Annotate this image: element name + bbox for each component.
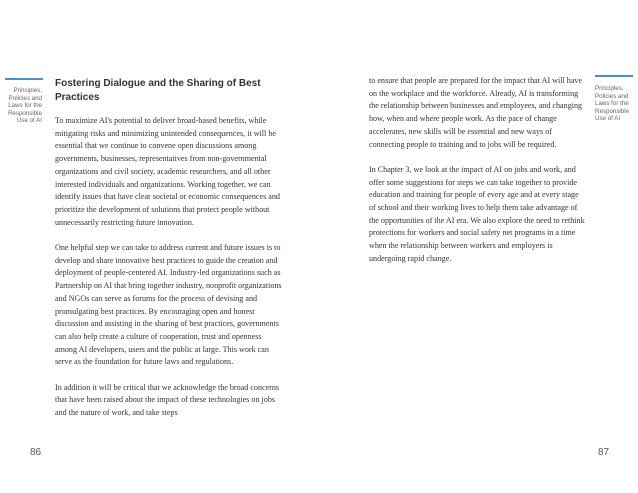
section-heading: Fostering Dialogue and the Sharing of Best Practices [55, 78, 261, 103]
side-rule-right [595, 75, 633, 77]
right-page [319, 0, 638, 493]
side-label-right: Principles, Policies and Laws for the Responsible Use of AI [595, 85, 630, 123]
side-label-left: Principles, Policies and Laws for the Responsible Use of AI [7, 87, 42, 125]
side-rule-left [5, 78, 43, 80]
page-number-right: 87 [598, 447, 610, 458]
page-number-left: 86 [30, 447, 42, 458]
paragraph: One helpful step we can take to address current and future issues is to develop and share innovative best practices to guide the creation and deployment of people-centered AI. Industry-led organizations such as Partnership on AI that bring together industry, nonprofit organizations and NGOs can serve as forums for the process of devising and promulgating best practices. By encouraging open and honest discussion and assisting in the sharing of best practices, governments can also help create a culture of cooperation, trust and openness among AI developers, users and the public at large. This work can serve as the foundation for future laws and regulations. [55, 243, 282, 367]
right-text-column [369, 75, 587, 266]
paragraph: to ensure that people are prepared for the impact that AI will have on the workplace and the workforce. Already, AI is transforming the relationship between businesses and employees, and changing how, when and where people work. As the pace of change accelerates, new skills will be essential and new ways of connecting people to training and to jobs will be required. [369, 76, 583, 149]
paragraph: To maximize AI's potential to deliver broad-based benefits, while mitigating risks and minimizing unintended consequences, it will be essential that we continue to convene open discussions among governments, businesses, representatives from non-governmental organizations and civil society, academic researchers, and all other interested individuals and organizations. Working together, we can identify issues that have clear societal or economic consequences and prioritize the development of solutions that protect people without unnecessarily restricting future innovation. [55, 116, 280, 227]
paragraph: In addition it will be critical that we acknowledge the broad concerns that have been raised about the impact of these technologies on jobs and the nature of work, and take steps [55, 382, 280, 418]
paragraph: In Chapter 3, we look at the impact of AI on jobs and work, and offer some suggestions for steps we can take together to provide education and training for people of every age and at every stage of school and their working lives to help them take advantage of the opportunities of the AI era. We also explore the need to rethink protections for workers and social safety net programs in a time when the relationship between workers and employers is undergoing rapid change. [369, 164, 585, 263]
left-text-column [55, 115, 283, 420]
